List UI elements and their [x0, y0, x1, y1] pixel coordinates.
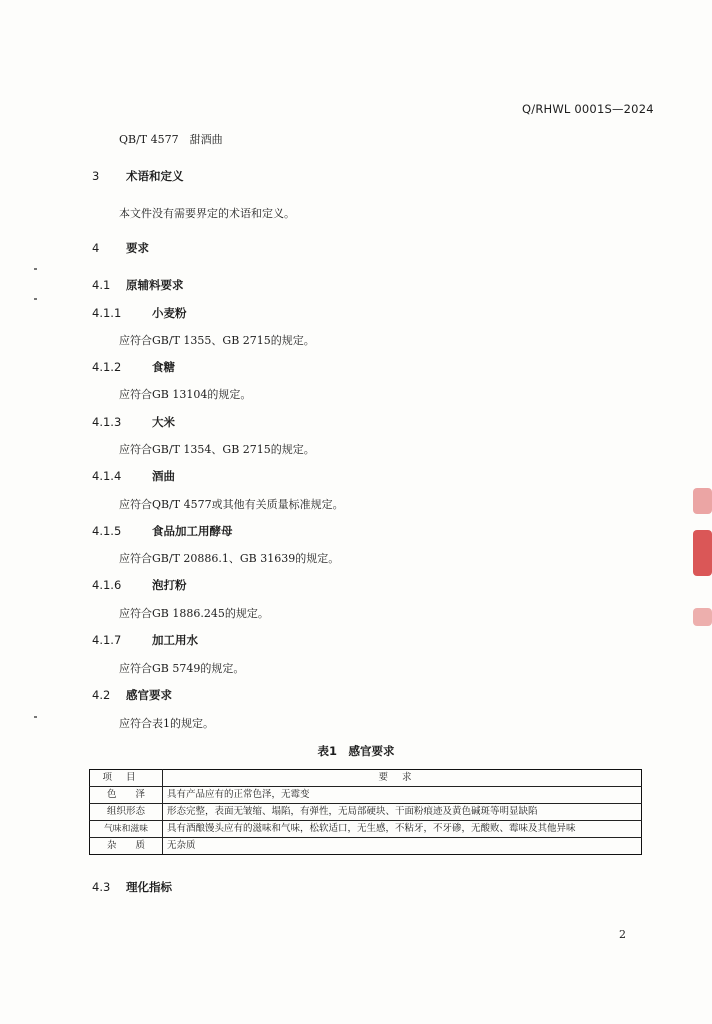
section-number: 4.3	[92, 880, 111, 894]
section-4-2-text: 应符合表1的规定。	[119, 717, 214, 730]
item-heading	[92, 305, 187, 321]
item-number: 4.1.1	[92, 306, 122, 320]
table-header-cell: 要求	[163, 770, 642, 787]
item-number: 4.1.4	[92, 469, 122, 483]
table-cell-requirement: 具有产品应有的正常色泽，无霉变	[163, 787, 642, 804]
table-row	[90, 821, 642, 838]
item-text: 应符合QB/T 4577或其他有关质量标准规定。	[119, 498, 344, 511]
section-4-3-heading	[92, 879, 172, 895]
item-title: 泡打粉	[152, 578, 187, 592]
section-4-1-heading	[92, 277, 184, 293]
table-row	[90, 787, 642, 804]
scan-speck	[34, 298, 37, 300]
item-title: 大米	[152, 415, 175, 429]
item-number: 4.1.3	[92, 415, 122, 429]
table-cell-requirement: 无杂质	[163, 838, 642, 855]
section-title: 感官要求	[126, 688, 172, 702]
section-number: 4.1	[92, 278, 111, 292]
section-3-heading	[92, 168, 184, 184]
reference-standard: QB/T 4577 甜酒曲	[119, 133, 223, 146]
sensory-requirements-table	[89, 769, 642, 855]
table-cell-item: 色 泽	[90, 787, 163, 804]
item-heading	[92, 468, 175, 484]
item-text: 应符合GB/T 1354、GB 2715的规定。	[119, 443, 315, 456]
section-title: 要求	[126, 241, 149, 255]
item-number: 4.1.5	[92, 524, 122, 538]
table-title: 表1 感官要求	[317, 744, 395, 758]
table-header-cell: 项目	[90, 770, 163, 787]
section-3-text: 本文件没有需要界定的术语和定义。	[119, 207, 295, 220]
table-cell-requirement: 形态完整，表面无皱缩、塌陷，有弹性，无局部硬块、干面粉痕迹及黄色碱斑等明显缺陷	[163, 804, 642, 821]
seal-stamp-fragment	[693, 530, 712, 576]
item-text: 应符合GB 1886.245的规定。	[119, 607, 269, 620]
seal-stamp-fragment	[693, 488, 712, 514]
item-title: 食品加工用酵母	[152, 524, 233, 538]
item-text: 应符合GB 13104的规定。	[119, 388, 252, 401]
item-heading	[92, 632, 198, 648]
item-heading	[92, 523, 233, 539]
item-text: 应符合GB/T 20886.1、GB 31639的规定。	[119, 552, 340, 565]
scan-speck	[34, 716, 37, 718]
section-number: 4.2	[92, 688, 111, 702]
section-4-2-heading	[92, 687, 172, 703]
seal-stamp-fragment	[693, 608, 712, 626]
item-number: 4.1.2	[92, 360, 122, 374]
item-number: 4.1.6	[92, 578, 122, 592]
item-title: 小麦粉	[152, 306, 187, 320]
scan-speck	[34, 268, 37, 270]
section-title: 术语和定义	[126, 169, 184, 183]
item-text: 应符合GB/T 1355、GB 2715的规定。	[119, 334, 315, 347]
table-cell-item: 气味和滋味	[90, 821, 163, 838]
item-title: 食糖	[152, 360, 175, 374]
item-number: 4.1.7	[92, 633, 122, 647]
item-title: 加工用水	[152, 633, 198, 647]
page-number: 2	[619, 928, 626, 941]
section-title: 理化指标	[126, 880, 172, 894]
section-4-heading	[92, 240, 149, 256]
item-heading	[92, 414, 175, 430]
item-heading	[92, 577, 187, 593]
table-cell-item: 杂 质	[90, 838, 163, 855]
table-cell-requirement: 具有酒酿馒头应有的滋味和气味，松软适口，无生感，不粘牙，不牙碜，无酸败、霉味及其他异味	[163, 821, 642, 838]
item-text: 应符合GB 5749的规定。	[119, 662, 245, 675]
section-title: 原辅料要求	[126, 278, 184, 292]
section-number: 4	[92, 241, 100, 255]
item-title: 酒曲	[152, 469, 175, 483]
standard-code: Q/RHWL 0001S—2024	[522, 102, 654, 116]
table-header-row	[90, 770, 642, 787]
table-cell-item: 组织形态	[90, 804, 163, 821]
section-number: 3	[92, 169, 100, 183]
table-row	[90, 838, 642, 855]
table-row	[90, 804, 642, 821]
item-heading	[92, 359, 175, 375]
